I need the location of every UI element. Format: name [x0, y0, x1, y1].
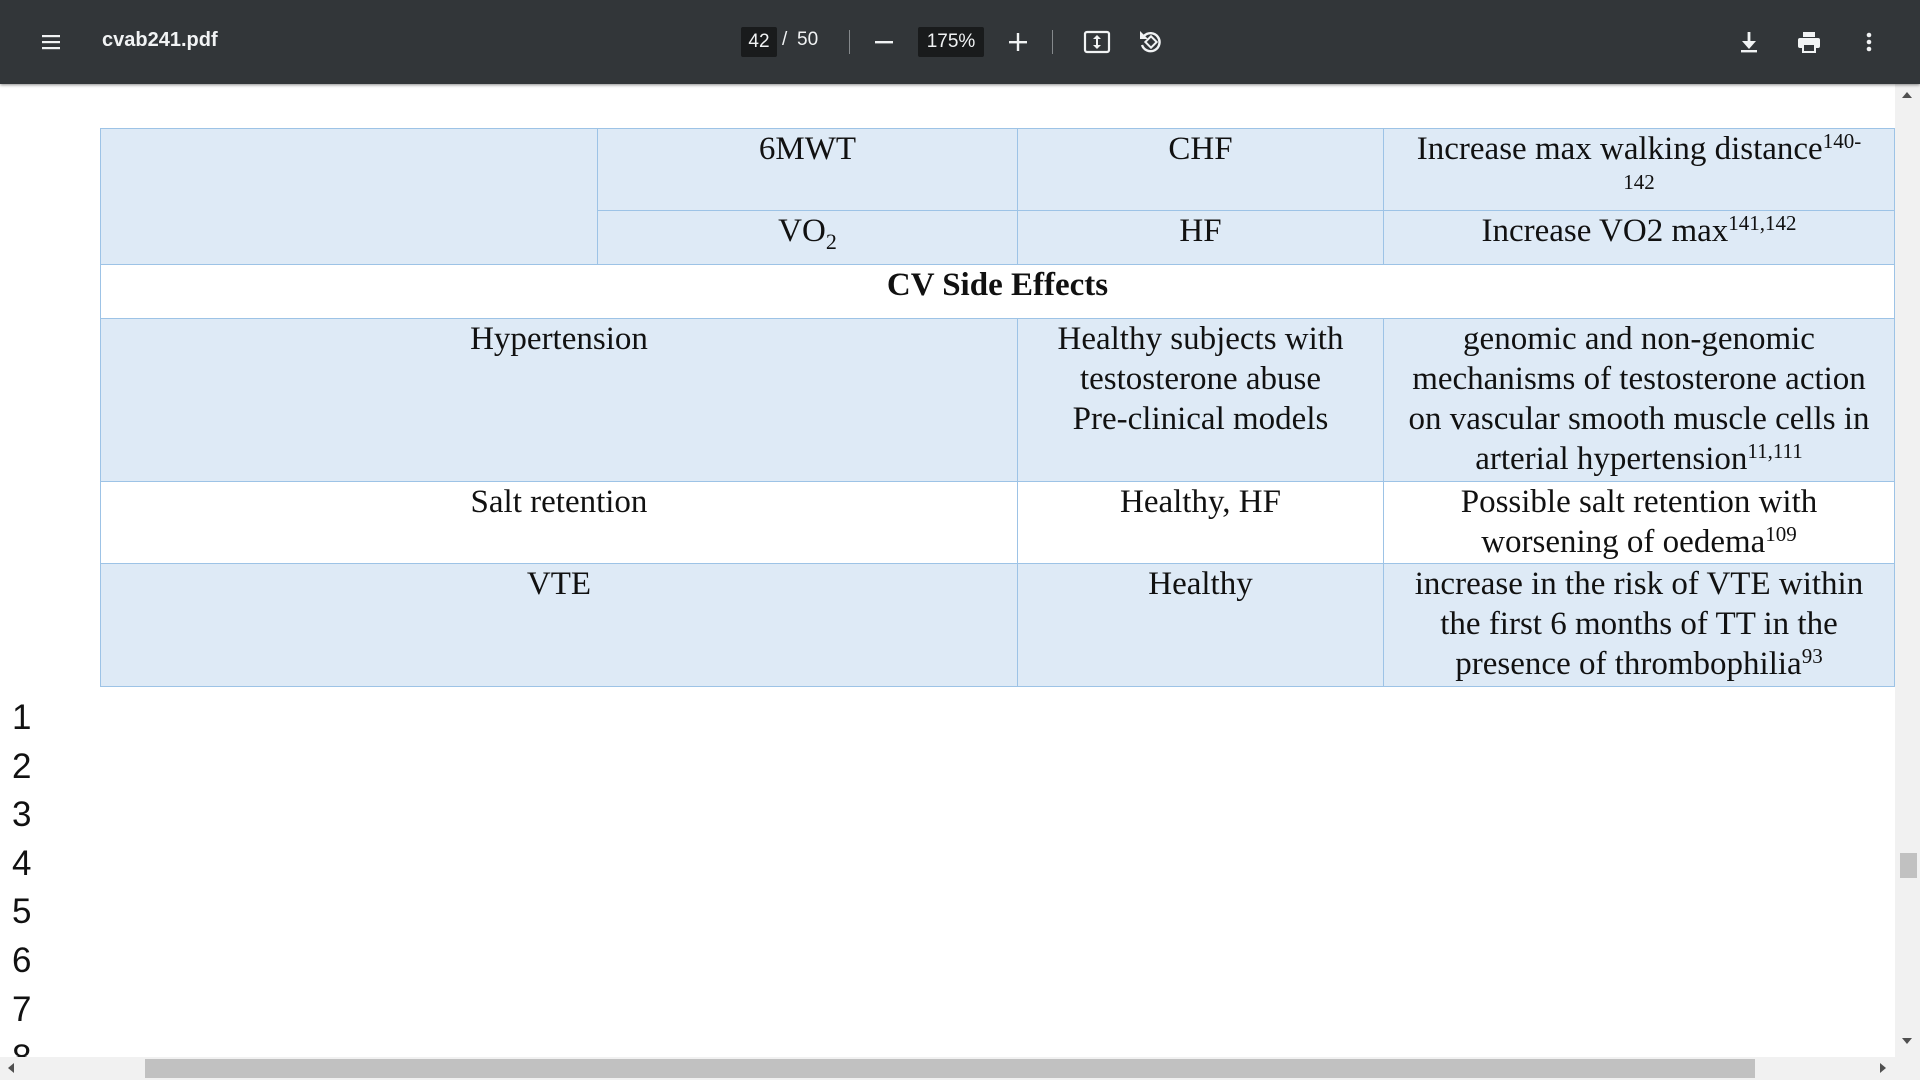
plus-icon[interactable] [994, 18, 1042, 66]
table-row [101, 319, 1895, 482]
pdf-page [0, 84, 1895, 1057]
text-line [1388, 644, 1890, 684]
page-separator: / [782, 29, 788, 50]
text-line: the first 6 months of TT in the [1440, 606, 1838, 642]
table-cell-effect-name: Hypertension [101, 319, 1018, 482]
table-cell-population: Healthy [1018, 564, 1384, 687]
reference-continuation: 142 [1623, 170, 1655, 194]
minus-icon[interactable] [860, 18, 908, 66]
more-vertical-icon[interactable] [1845, 18, 1893, 66]
table-cell-population: CHF [1018, 129, 1384, 211]
text-fragment: presence of thrombophilia [1455, 646, 1802, 682]
table-cell-population: Healthy, HF [1018, 482, 1384, 564]
line-number: 1 [12, 698, 32, 737]
text-line: Possible salt retention with [1460, 484, 1818, 520]
download-icon[interactable] [1725, 18, 1773, 66]
text-line: mechanisms of testosterone action [1412, 361, 1866, 397]
line-number: 4 [12, 843, 32, 883]
pdf-toolbar [0, 0, 1920, 84]
reference-superscript: 93 [1801, 644, 1823, 668]
table-cell-effect-name: VTE [101, 564, 1018, 687]
table-row [101, 564, 1895, 687]
print-icon[interactable] [1785, 18, 1833, 66]
text-line: testosterone abuse [1079, 361, 1321, 397]
table-row [101, 482, 1895, 564]
rotate-counterclockwise-icon[interactable] [1127, 18, 1175, 66]
reference-superscript: 11,111 [1747, 439, 1803, 463]
hamburger-menu-icon[interactable] [27, 18, 75, 66]
scroll-left-arrow-icon[interactable] [8, 1063, 14, 1073]
table-cell-description [1384, 319, 1895, 482]
reference-superscript: 141,142 [1728, 211, 1797, 235]
reference-superscript: 109 [1765, 522, 1797, 546]
text-line: Pre-clinical models [1072, 401, 1329, 437]
page-total: 50 [797, 29, 819, 50]
table-cell-effect [1384, 129, 1895, 211]
horizontal-scrollbar-thumb[interactable] [145, 1059, 1755, 1078]
text-line [1388, 439, 1890, 479]
table-cell-empty [101, 129, 598, 265]
results-table [100, 128, 1895, 687]
table-cell-effect-name: Salt retention [101, 482, 1018, 564]
section-heading: CV Side Effects [101, 265, 1895, 319]
line-number: 2 [12, 746, 32, 786]
text-line [1388, 522, 1890, 562]
line-number: 7 [12, 989, 32, 1029]
text-fragment: arterial hypertension [1475, 441, 1748, 477]
reference-superscript: 140- [1822, 129, 1862, 153]
table-cell-test [598, 211, 1018, 265]
scroll-right-arrow-icon[interactable] [1880, 1063, 1886, 1073]
table-cell-description [1384, 564, 1895, 687]
text-line: Healthy subjects with [1057, 321, 1344, 357]
page-number-input[interactable]: 42 [741, 27, 777, 57]
text-line: increase in the risk of VTE within [1414, 566, 1864, 602]
effect-text: Increase max walking distance [1416, 131, 1823, 167]
text-line: on vascular smooth muscle cells in [1408, 401, 1870, 437]
text-fragment: worsening of oedema [1481, 524, 1766, 560]
table-row [101, 265, 1895, 319]
table-cell-description [1384, 482, 1895, 564]
table-row [101, 129, 1895, 211]
table-cell-effect [1384, 211, 1895, 265]
line-number: 6 [12, 940, 32, 980]
zoom-level-input[interactable]: 175% [918, 27, 984, 57]
effect-text: Increase VO2 max [1481, 213, 1729, 249]
line-number: 3 [12, 795, 32, 835]
test-text: VO [778, 213, 826, 249]
text-line: genomic and non-genomic [1463, 321, 1815, 357]
scroll-down-arrow-icon[interactable] [1902, 1038, 1912, 1044]
pdf-viewer[interactable] [0, 84, 1920, 1080]
line-numbers [12, 694, 31, 1080]
table-cell-population [1018, 319, 1384, 482]
vertical-scrollbar-thumb[interactable] [1900, 853, 1917, 878]
toolbar-divider [1052, 30, 1053, 54]
table-cell-test: 6MWT [598, 129, 1018, 211]
line-number: 5 [12, 892, 32, 932]
scroll-up-arrow-icon[interactable] [1902, 92, 1912, 98]
table-cell-population: HF [1018, 211, 1384, 265]
document-title: cvab241.pdf [102, 29, 218, 51]
toolbar-divider [849, 30, 850, 54]
subscript: 2 [825, 229, 837, 254]
fit-to-page-icon[interactable] [1073, 18, 1121, 66]
vertical-scrollbar[interactable] [1895, 84, 1920, 1057]
